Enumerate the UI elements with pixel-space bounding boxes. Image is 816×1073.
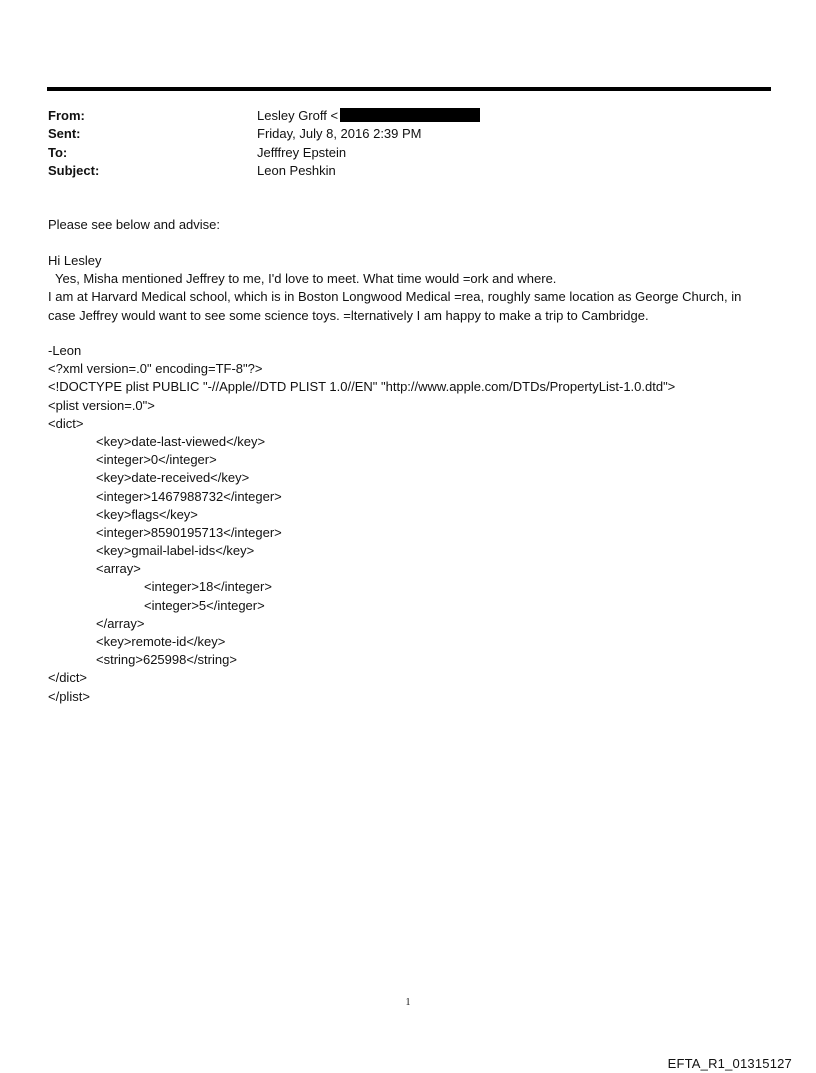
plist-line: </array> [96, 615, 145, 631]
plist-line: <integer>8590195713</integer> [96, 524, 282, 540]
plist-line: <key>flags</key> [96, 506, 198, 522]
from-name: Lesley Groff < [257, 108, 339, 123]
header-rule [47, 87, 771, 91]
signoff-line: -Leon [48, 343, 82, 358]
greeting-line: Hi Lesley [48, 253, 102, 268]
from-label: From: [48, 108, 85, 123]
from-value [257, 107, 480, 125]
subject-value: Leon Peshkin [257, 162, 336, 178]
plist-line: <integer>1467988732</integer> [96, 488, 282, 504]
to-value: Jefffrey Epstein [257, 144, 347, 160]
subject-row [48, 162, 480, 180]
plist-line: <string>625998</string> [96, 652, 237, 668]
subject-label: Subject: [48, 162, 100, 178]
message-body [48, 252, 770, 325]
message-line-2: I am at Harvard Medical school, which is in Boston Longwood Medical =rea, roughly same location as George Church, in case Jeffrey would want to see some science toys. =lternatively I am happy to make a trip to Cambridge. [48, 289, 742, 323]
plist-line: <key>date-received</key> [96, 470, 250, 486]
to-row [48, 144, 480, 162]
plist-line: </plist> [48, 688, 90, 704]
plist-line: <integer>0</integer> [96, 452, 217, 468]
page-number: 1 [405, 997, 411, 1008]
redaction-box [340, 108, 480, 122]
plist-line: <integer>18</integer> [144, 579, 272, 595]
plist-line: <array> [96, 561, 141, 577]
email-header [48, 107, 480, 180]
plist-line: <?xml version=.0" encoding=TF-8"?> [48, 361, 263, 377]
intro-line: Please see below and advise: [48, 217, 221, 232]
bates-number: EFTA_R1_01315127 [667, 1056, 792, 1071]
plist-line: <key>remote-id</key> [96, 634, 226, 649]
plist-line: <key>date-last-viewed</key> [96, 433, 266, 449]
plist-line: <key>gmail-label-ids</key> [96, 543, 255, 559]
from-row [48, 107, 480, 125]
plist-block [48, 342, 770, 706]
plist-line: <dict> [48, 415, 84, 431]
sent-value: Friday, July 8, 2016 2:39 PM [257, 126, 422, 142]
plist-line: <plist version=.0"> [48, 397, 155, 413]
sent-row [48, 125, 480, 143]
message-line-1: Yes, Misha mentioned Jeffrey to me, I'd love to meet. What time would =ork and where. [48, 271, 557, 287]
intro-text [48, 216, 770, 234]
to-label: To: [48, 144, 68, 160]
plist-line: <integer>5</integer> [144, 597, 265, 613]
plist-line: <!DOCTYPE plist PUBLIC "-//Apple//DTD PLIST 1.0//EN" "http://www.apple.com/DTDs/PropertyList-1.0.dtd"> [48, 379, 676, 395]
plist-line: </dict> [48, 670, 88, 686]
sent-label: Sent: [48, 126, 81, 142]
